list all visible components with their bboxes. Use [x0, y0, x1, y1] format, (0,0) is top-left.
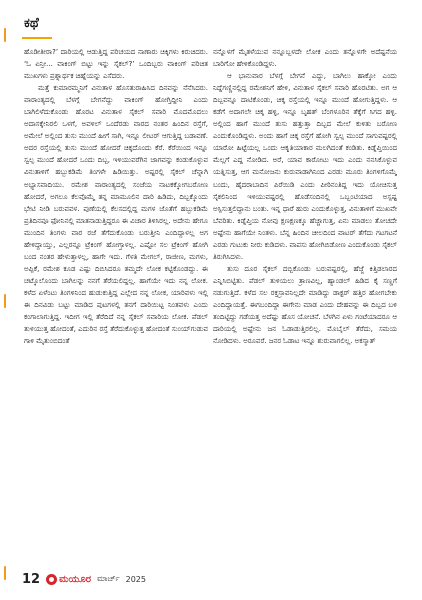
magazine-name: ಮಯೂರ: [59, 573, 91, 585]
issue-month: ಮಾರ್ಚ್: [96, 574, 120, 583]
paragraph: ನನ್ನೊಳಗೆ ಮೈತಳೆಯುವ ನನ್ನೂಬ್ಬಳದೇ ಲೋಕ ಎಂದು ತನ್ನೊಳಗೇ ಅದೆಷ್ಟನೆಯ ಬಾರಿಗೋ ಹೇಳಿಕೊಂಡಿದ್ದಳು.: [213, 47, 397, 69]
margin-mark-bottom: [4, 566, 6, 580]
paragraph: ತುಸು ದೂರ ಸೈಕಲ್ ದಬ್ಬಿಕೊಂಡು ಬರುವಷ್ಟರಲ್ಲಿ, ಹೆಜ್ಜೆ ಕಿತ್ತಿಡಲಾರದ ಎನ್ನಿಸಿಬಿಟ್ಟಿತು. ಪೆಡಲ್ ತುಳಿಯಲು ತ್ರಾಣವಿಲ್ಲ, ಹ್ಯಾಂಡಲ್ ಹಿಡಿದ ಕೈ ಸಣ್ಣಗೆ ನಡುಗುತ್ತಿದೆ. ಕಳೆದ ಸಲ ರಕ್ತಸ್ರಾವನಿಲ್ಲದೇ ಮಾಡಿದ್ದು ಡಾಕ್ಟರ್ ಹತ್ತಿರ ಹೋಗಬೇಕು ಎಂದಿದ್ದಾಯತ್ತೆ. ಈಗಬಂದಿದ್ದಾ ಈಗೇನು ಮಾಡ ಎಂದು ದೇಹವನ್ನು ಈ ದಿಬ್ಬದ ಬಳಿ ತಂದಿಟ್ಟಿದ್ದು ಗಡೆಯತ್ತ ಅದೆಷ್ಟು ಹೊಸ ಯೋಚನೆ. ಬೆಳಗಿನ ಏಳು ಗಂಟೆಯಾದರೂ ಆ ದಾರಿಯಲ್ಲಿ ಅಷ್ಟೇನು ಜನ ಓಡಾಡುತ್ತಿರಲಿಲ್ಲ. ಮೊಬೈಲ್ ತೆರೆದು, ಸಮಯ ನೋಡಿದಳು. ಅರೂವರೆ. ಜನರ ಓಡಾಟ ಇನ್ನೂ ಶುರುವಾಗಲಿಲ್ಲ. ಅಕಸ್ಮಾತ್: [213, 263, 397, 346]
logo-icon: [46, 574, 57, 585]
issue-year: 2025: [125, 574, 146, 584]
paragraph: ಆ ಭಾನುವಾರ ಬೆಳಗ್ಗೆ ಬೇಗನೆ ಎದ್ದು, ಬಾಗಿಲು ಹಾಕ್ಕೋ ಎಂದು ನಿದ್ದೆಗಣ್ಣಿನಲ್ಲಿದ್ದ ರಮೇಶನಿಗೆ ಹೇಳಿ, ವಿನುತಾಳ ಸೈಕಲ್ ಸವಾರಿ ಹೊರಟಿತು. ಅಗ ಆ ದಿಬ್ಬವನ್ನೂ ದಾಟಿಕೊಂಡು, ಚಿಕ್ಕ ರಸ್ತೆಯಲ್ಲಿ ಇನ್ನೂ ಮುಂದೆ ಹೋಗುತ್ತಿದ್ದಳು. ಆ ಕಡೆಗೆ ಅದಾಗಲೇ ಚಿಕ್ಕ ಹಳ್ಳಿ, ಇನ್ನೂ ಬೃಹತ್ ಬೆಂಗಳೂರಿನ ತೆಕ್ಕೆಗೆ ಸಿಗದ ಹಳ್ಳಿ. ಅಲ್ಲಿಂದ ಹಾಗೆ ಮುಂದೆ ತುಸು ಹತ್ತುತ್ತಾ ದಿಬ್ಬದ ಮೇಲೆ ಕುಳಿತು ಬರೋಣ ಎಂದುಕೊಂಡಿದ್ದಳು. ಅಂದು ಹಾಗೆ ಚಿಕ್ಕ ರಸ್ತೆಗೆ ಹೋಗಿ ಸ್ವಲ್ಪ ಮುಂದೆ ಸಾಗುವಷ್ಟರಲ್ಲಿ ಯಾರೋ ಹಿಟ್ಟೆಯಲ್ಲ ಒಂದು ಆಕೃತಿಯಾಕಾರ ಮಲಗಿದಂತೆ ಕಂಡಿತು. ಕಿಡ್ನೆಪ್ತಿಯಿಂದ ಮೆಲ್ಲಗೆ ಎದ್ದ ನೋಡಿದ. ಅರೆ, ಯಾವ ಕಾರೋಟು ಇದು ಎಂದು ನನಸಿಕೊಳ್ಳುವ ಯತ್ನಿಸುತ್ತ, ಆಗ ಮನೋಜನು ಕುರುವಾಡಾಗಿನಿಂದ ಎರಡು ಮೂರು ತಿಂಗಳಿಗೊಮ್ಮೆ ಬಂದು, ಹೈದರಾಬಾದಿನ ಪಿರೆಯಿಡಿ ಎಂದು ಪೀಠಿನಂತಿದ್ದ ಇದು ಯೋಚಿಸುತ್ತ ಸೈಕಲಿನಿಂದ ಇಳಿಯುವಷ್ಟರಲ್ಲಿ ಹೊಡೆಸಂದಿನಲ್ಲಿ ಒಬ್ಬಂಟಿಯಾದ ಅಸ್ಪಷ್ಟ ಅಸ್ಪಿಸುತ್ತಲಿದ್ದಾನು ಬಂತು. ಇನ್ನ ಧಾರೆ ಹುರು ಎಂದುಕೊಳ್ಳುತ್ತ, ವಿನುತಾಳಿಗೆ ಮುಖವೇ ಬೆವರಿತು. ಕಿಡ್ನೆಪ್ತಿಯ ನೋವು ಕ್ಷಣಕ್ಷಣಕ್ಕೂ ಹೆಚ್ಚಾಗುತ್ತ, ಏನು ಮಾಡಲು ತೋಚದೇ ಅಷ್ಟೇನು ಹಾಗೆಯೇ ನಿಂತಳು. ಬೆನ್ನ ಹಿಂದಿನ ಚೀಲದಿಂದ ವಾಟರ್ ತೆಗೆದು ಗಟಗಟನೆ ಎರಡು ಗುಟುಕು ನೀರು ಕುಡಿದಳು. ವಾಪಸು ಹೋಗಿಬಿಡೋಣ ಎಂದುಕೊಂಡು ಸೈಕಲ್ ತಿರುಗಿಸಿದಳು.: [213, 71, 397, 261]
paragraph: ಮತ್ತೆ ಕುಮಾರಮ್ಮನಿಗೆ ವಿನುತಾಳ ಹೊಸತುರಾಹಿಸಿದ ದಿನವನ್ನು ನೆನೆಸಿದರು. ವಾರಾಂತ್ಯದಲ್ಲಿ ಬೆಳಗ್ಗೆ ಬೇಗನೆದ್ದು ವಾಕಿಂಗ್ ಹೋಗ್ತಿದ್ದೀನಿ ಎಂದು ಬಾಗಿಲಿಳೆದುಕೊಂಡು ಹೊರಟ ವಿನುತಾಳ ಸೈಕಲ್ ಸವಾರಿ ಮೊದಮೊದಲು ಅದಾಸಕ್ಕೇನಿರಲಿ ಒಳಗೆ, ಅವಳಿಲ್ ಒಂದೆರಡು ವಾರದ ನಂತರ ಹಿಂದಿನ ರಸ್ತೆಗೆ, ಅಮೇಲೆ ಅಲ್ಲಿಂದ ತುಸು ಮುಂದೆ ಹೀಗೆ ಸಾಗಿ, ಇನ್ನೂ ಲೀಟರ್ ಆಗುತ್ತಿದ್ದ ಬಡಾವಣೆ. ಅದರ ರಸ್ತೆಯಲ್ಲಿ ತುಸು ಮುಂದೆ ಹೋದರೆ ಚಿಕ್ಕದೊಂದು ಕೆರೆ. ಕೆರೆಯಿಂದ ಇನ್ನೂ ಸ್ವಲ್ಪ ಮುಂದೆ ಹೋದರೆ ಒಂದು ದಿಬ್ಬ, ಇಳಿಯುವರೆಗಿನ ಜಾಗವನ್ನು ಕಂಡುಕೊಳ್ಳುವ ವಿನುತಾಳಿಗೆ ಹಬ್ಬುಕಡಿಮೆ ತಿಂಗಳೇ ಹಿಡಿಯಿತ್ತು. ಅಷ್ಟರಲ್ಲಿ ಸೈಕಲ್ ಚೆನ್ನಾಗಿ ಅಭ್ಯಾಸವಾದಿಯು. ರಮೇಶ ವಾರಾಂತ್ಯದಲ್ಲಿ ಸಂಜೆಯ ನಾಟಕಕ್ಕೋಗಬರೋಣ ಹೋದರೆ, ಅಗಲೂ ಕೆಲವೊಮ್ಮೆ ತನ್ನ ಮಾಮೂಲಿನ ದಾರಿ ಹಿಡಿದು, ದಿಬ್ಬಕ್ಕೊಂದು ಭೇಟಿ ನೀಡಿ ಬರುವವಳ. ಪುಣೆಯಲ್ಲಿ ಕೆಲಸದಲ್ಲಿದ್ದ ಮಗಳ ಜೊತೆಗೆ ಹಬ್ಬುಕಡಿಮೆ ಪ್ರತಿದಿನವೂ ಫೋನಿನಲ್ಲಿ ಮಾತನಾಡುತ್ತಿದ್ದರೂ ಈ ವಿಚಾರ ತಿಳಿಸಿರಲ್ಲ. ಅದೇನು ಹೇಗೂ ಮುಂದಿನ ತಿಂಗಳು ವಾರ ರಜೆ ತೆಗೆದುಕೊಂಡು ಬರುತ್ತೀನಿ ಎಂದಿದ್ದಾಳಲ್ಲ ಅಗ ಹೇಳಿದ್ದಾಯ್ತು, ಎಲ್ಲರನ್ನೂ ಟ್ರೆಕಿಂಗ್ ಹೋಗ್ತಾಳಲ್ಲ. ಎಷ್ಟೋ ಸಲ ಟ್ರೆಕಿಂಗ್ ಹೋಗಿ ಬಂದ ನಂತರ ಹೇಳುತ್ತಾಳಲ್ಲ, ಹಾಗೇ ಇದು. ಗೆಳತಿ ಮೇಗಲ್, ರಾಜೀಣ, ಮಗಳು, ಅಪ್ಪಿಕೆ, ರಮೇಶ ಕೂಡ ಎಷ್ಟು ದಿಬಿಸಿದರೂ ತಮ್ಮದೇ ಲೋಕ ಕಟ್ಟಿಕೊಂಡದ್ದು. ಈ ಚಟ್ಕೊಲೊಂದು ಬಾಗಿಲನ್ನು ನನಗೆ ತೆರೆಯಲಿದ್ದಲ್ಲ. ಹಾಗೆಯೇ ಇದು ನನ್ನ ಲೋಕ. ಕಳೆದ ಏಳೆಂಟು ತಿಂಗಳಿನಿಂದ ಹುಡುಕುತ್ತಿದ್ದ ಎಲ್ಲೇದ ನನ್ನ ಲೋಕ, ಯಾರಿವಳು ಇಲ್ಲಿ ಈ ದಿನವಿಡು ಬಟ್ಟು ಮಾಡಿದ ಪುಟಗಳಲ್ಲಿ ತನಗೆ ದಾರಿಯಿಟ್ಟ ನಿಂತವಳು ಎಂದು ಕಂಗಾಲಾಗುತ್ತಿದ್ದ. ಇದೀಗ ಇಲ್ಲಿ ತೆರೆದಿದೆ ನನ್ನ ಸೈಕಲ್ ಸವಾರಿಯ ಲೋಕ. ಪೆಡಲ್ ತುಳಿಯುತ್ತ ಹೋದಂತೆ, ಎದುರಿನ ರಸ್ತೆ ತೆರೆದುಕೊಳ್ಳುತ್ತ ಹೋದಂತೆ ಸುಂಯ್‌ಗುಡುವ ಗಾಳಿ ಮೈತುಂಬಿದಂತೆ: [24, 83, 208, 346]
magazine-logo: [46, 574, 91, 585]
article-column-right: [213, 46, 397, 546]
margin-mark-top: [4, 28, 6, 42]
section-title: ಕಥೆ: [24, 16, 39, 31]
section-header: [0, 0, 422, 40]
margin-mark-middle: [4, 294, 6, 308]
title-underline: [22, 37, 52, 39]
page-number: 12: [22, 571, 41, 587]
page-footer: [22, 571, 146, 587]
article-column-left: [24, 46, 208, 546]
paragraph: ಹೊಡೀತೀರಾ?’ ದಾರಿಯಲ್ಲಿ ಆಡುತ್ತಿದ್ದ ಪರಿಚಯದ ನಾಣಾರು ಚಿಕ್ಕಿಗಳು ಕಿರುಚಿದರು. ‘ಓ ಏನ್ರೀ... ವಾಕಿಂಗ್ ಬಿಟ್ಟು ಇನ್ನು ಸೈಕಲ್?’ ಒಂದಿಬ್ಬರು ವಾಕಿಂಗ್ ಪರಿಚಿತ ಮುಖಗಳು ಪ್ರಶ್ನಾರ್ಥಕ ಚಿಹ್ನೆಯನ್ನು ಎಸೆದರು.: [24, 47, 208, 81]
